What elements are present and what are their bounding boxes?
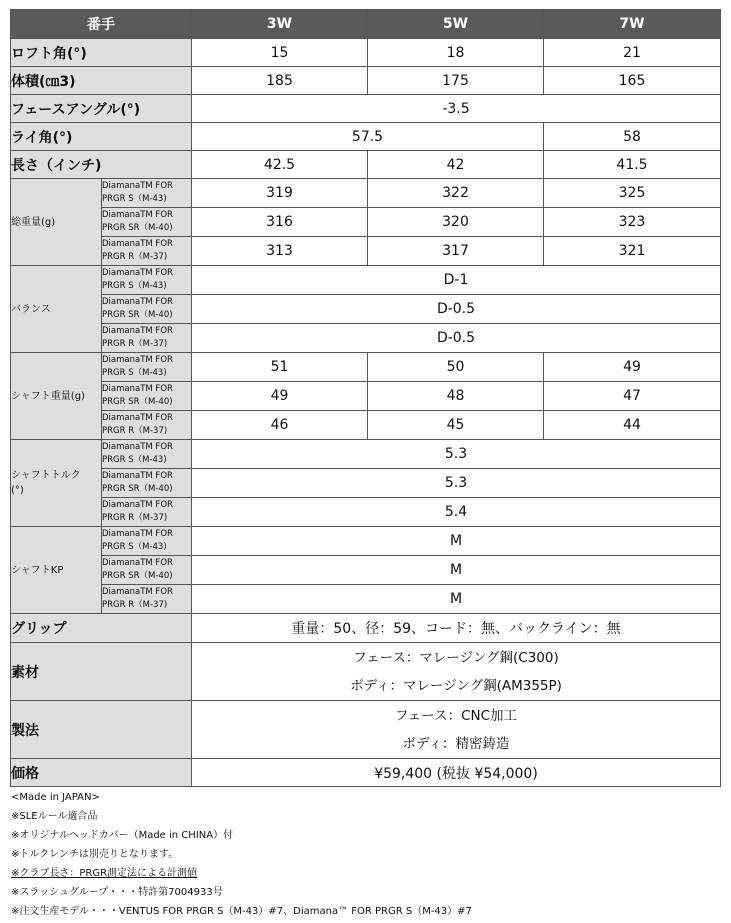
shaft-weight-row [11,411,721,440]
header-label: 番手 [11,10,192,39]
shaft-torque-row [11,469,721,498]
balance-row [11,295,721,324]
total-weight-row [11,179,721,208]
total-weight-value: 325 [544,179,721,208]
shaft-label: DiamanaTM FOR PRGR S（M-43) [102,266,192,295]
material-value [192,643,721,701]
material-face: フェース：マレージング鋼(C300) [353,649,559,666]
balance-row [11,266,721,295]
material-row [11,643,721,701]
lie-row [11,123,721,151]
material-label: 素材 [11,643,192,701]
shaft-weight-value: 45 [368,411,544,440]
shaft-kp-row [11,585,721,614]
notes-list [11,788,723,921]
shaft-label: DiamanaTM FOR PRGR SR（M-40) [102,208,192,237]
balance-value: D-0.5 [192,324,721,353]
note-patent: ※スラッシュグループ・・・特許第7004933号 [11,887,223,898]
total-weight-value: 319 [192,179,368,208]
shaft-weight-value: 48 [368,382,544,411]
header-row [11,10,721,39]
total-weight-row [11,237,721,266]
total-weight-value: 317 [368,237,544,266]
note-custom-order: ※注文生産モデル・・・VENTUS FOR PRGR S（M-43）#7、Diamana™ FOR PRGR S（M-43）#7 [11,906,472,917]
shaft-weight-value: 46 [192,411,368,440]
shaft-kp-value: M [192,556,721,585]
material-body: ボディ：マレージング鋼(AM355P) [350,677,562,694]
shaft-label: DiamanaTM FOR PRGR S（M-43) [102,527,192,556]
shaft-label: DiamanaTM FOR PRGR S（M-43) [102,440,192,469]
shaft-label: DiamanaTM FOR PRGR S（M-43) [102,179,192,208]
lie-label: ライ角(°) [11,123,192,151]
shaft-kp-value: M [192,527,721,556]
lie-value-7w: 58 [544,123,721,151]
loft-5w: 18 [368,39,544,67]
loft-row [11,39,721,67]
volume-7w: 165 [544,67,721,95]
shaft-weight-row [11,382,721,411]
total-weight-value: 320 [368,208,544,237]
loft-label: ロフト角(°) [11,39,192,67]
manufacturing-label: 製法 [11,701,192,759]
grip-row [11,614,721,643]
manufacturing-body: ボディ：精密鋳造 [402,735,510,752]
grip-label: グリップ [11,614,192,643]
loft-7w: 21 [544,39,721,67]
note-club-length: ※クラブ長さ：PRGR測定法による計測値 [11,868,198,879]
shaft-weight-value: 51 [192,353,368,382]
shaft-weight-value: 50 [368,353,544,382]
balance-value: D-1 [192,266,721,295]
volume-3w: 185 [192,67,368,95]
shaft-weight-value: 44 [544,411,721,440]
lie-value-3w-5w: 57.5 [192,123,544,151]
shaft-label: DiamanaTM FOR PRGR R（M-37) [102,324,192,353]
shaft-label: DiamanaTM FOR PRGR R（M-37) [102,585,192,614]
manufacturing-value [192,701,721,759]
shaft-kp-label: シャフトKP [11,527,102,614]
balance-label: バランス [11,266,102,353]
shaft-torque-value: 5.4 [192,498,721,527]
face-angle-row [11,95,721,123]
shaft-torque-row [11,498,721,527]
manufacturing-row [11,701,721,759]
total-weight-value: 313 [192,237,368,266]
shaft-kp-value: M [192,585,721,614]
total-weight-value: 323 [544,208,721,237]
note-sle: ※SLEルール適合品 [11,811,98,822]
shaft-kp-row [11,556,721,585]
total-weight-value: 322 [368,179,544,208]
volume-row [11,67,721,95]
total-weight-label: 総重量(g) [11,179,102,266]
face-angle-value: -3.5 [192,95,721,123]
shaft-torque-value: 5.3 [192,440,721,469]
shaft-weight-label: シャフト重量(g) [11,353,102,440]
balance-value: D-0.5 [192,295,721,324]
length-7w: 41.5 [544,151,721,179]
note-headcover: ※オリジナルヘッドカバー（Made in CHINA）付 [11,830,234,841]
note-torque-wrench: ※トルクレンチは別売りとなります。 [11,849,179,860]
shaft-weight-value: 47 [544,382,721,411]
header-club-5w: 5W [368,10,544,39]
total-weight-row [11,208,721,237]
shaft-label: DiamanaTM FOR PRGR SR（M-40) [102,382,192,411]
volume-5w: 175 [368,67,544,95]
shaft-torque-label: シャフトトルク (°) [11,440,102,527]
shaft-label: DiamanaTM FOR PRGR R（M-37) [102,411,192,440]
shaft-label: DiamanaTM FOR PRGR R（M-37) [102,237,192,266]
shaft-label: DiamanaTM FOR PRGR R（M-37) [102,498,192,527]
shaft-label: DiamanaTM FOR PRGR SR（M-40) [102,295,192,324]
header-club-3w: 3W [192,10,368,39]
header-club-7w: 7W [544,10,721,39]
total-weight-value: 321 [544,237,721,266]
note-origin: <Made in JAPAN> [11,792,100,803]
shaft-label: DiamanaTM FOR PRGR SR（M-40) [102,469,192,498]
spec-table [10,9,721,787]
face-angle-label: フェースアングル(°) [11,95,192,123]
shaft-weight-value: 49 [544,353,721,382]
shaft-torque-value: 5.3 [192,469,721,498]
shaft-weight-value: 49 [192,382,368,411]
shaft-weight-row [11,353,721,382]
grip-value: 重量：50、径：59、コード：無、バックライン：無 [192,614,721,643]
manufacturing-face: フェース：CNC加工 [394,707,518,724]
length-5w: 42 [368,151,544,179]
balance-row [11,324,721,353]
shaft-torque-row [11,440,721,469]
shaft-kp-row [11,527,721,556]
price-value: ¥59,400 (税抜 ¥54,000) [192,759,721,787]
length-row [11,151,721,179]
shaft-label: DiamanaTM FOR PRGR SR（M-40) [102,556,192,585]
loft-3w: 15 [192,39,368,67]
total-weight-value: 316 [192,208,368,237]
price-row [11,759,721,787]
length-label: 長さ（インチ) [11,151,192,179]
shaft-label: DiamanaTM FOR PRGR S（M-43) [102,353,192,382]
price-label: 価格 [11,759,192,787]
length-3w: 42.5 [192,151,368,179]
volume-label: 体積(㎝3) [11,67,192,95]
